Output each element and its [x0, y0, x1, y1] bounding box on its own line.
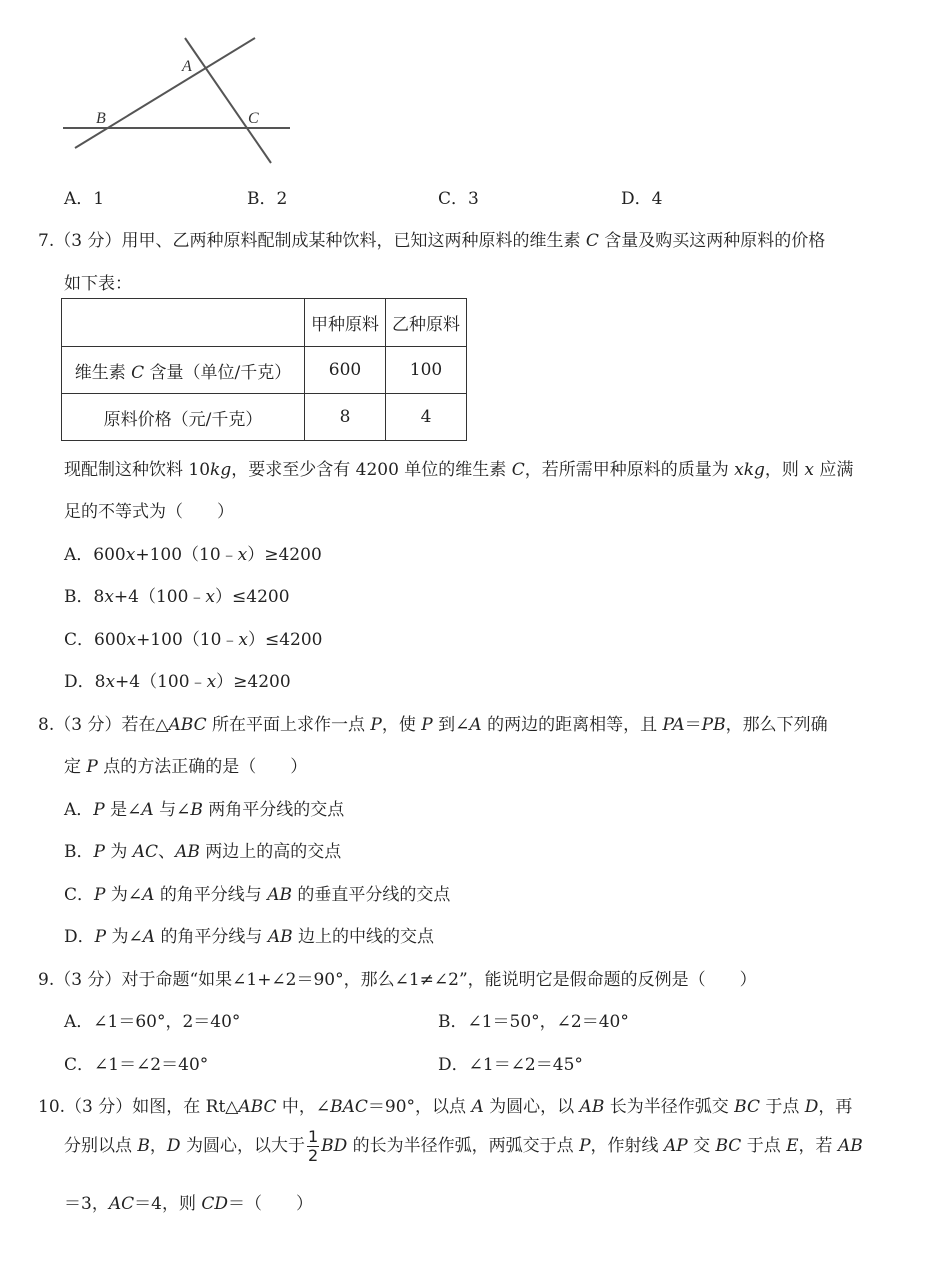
line-ba [75, 38, 255, 148]
q6-option-d[interactable]: D．4 [621, 189, 663, 209]
q7-option-a[interactable]: A．600x+100（10﹣x）≥4200 [64, 545, 322, 565]
label-a: A [182, 58, 192, 75]
q6-option-b[interactable]: B．2 [247, 189, 288, 209]
q8-option-b[interactable]: B．P 为 AC、AB 两边上的高的交点 [64, 842, 342, 862]
label-b: B [96, 110, 106, 127]
q9-option-b[interactable]: B．∠1＝50°，∠2＝40° [438, 1012, 629, 1032]
table-label-vitamin: 维生素 C 含量（单位/千克） [62, 347, 305, 394]
q6-option-c[interactable]: C．3 [438, 189, 479, 209]
line-ac [185, 38, 271, 163]
fraction-one-half: $\frac{1}{2}$ [307, 1127, 319, 1165]
table-cell: 4 [386, 394, 467, 441]
q8-stem-line2: 定 P 点的方法正确的是（ ） [64, 757, 308, 777]
q8-option-d[interactable]: D．P 为∠A 的角平分线与 AB 边上的中线的交点 [64, 927, 435, 947]
triangle-figure [58, 30, 298, 170]
label-c: C [248, 110, 259, 127]
q9-option-c[interactable]: C．∠1＝∠2＝40° [64, 1055, 209, 1075]
q8-option-c[interactable]: C．P 为∠A 的角平分线与 AB 的垂直平分线的交点 [64, 885, 451, 905]
q7-table [61, 298, 467, 441]
table-header-jia: 甲种原料 [305, 299, 386, 347]
q7-body-line2: 足的不等式为（ ） [64, 502, 234, 522]
table-row-price [62, 394, 467, 441]
table-cell: 100 [386, 347, 467, 394]
q7-option-b[interactable]: B．8x+4（100﹣x）≤4200 [64, 587, 290, 607]
q10-stem-line2: 分别以点 B，D 为圆心，以大于 $\frac{1}{2}$ BD 的长为半径作弧，两弧交于点 P，作射线 AP 交 BC 于点 E，若 AB [64, 1127, 863, 1165]
q9-option-d[interactable]: D．∠1＝∠2＝45° [438, 1055, 583, 1075]
table-header-yi: 乙种原料 [386, 299, 467, 347]
q8-stem-line1: 8.（3 分）若在△ABC 所在平面上求作一点 P，使 P 到∠A 的两边的距离相等，且 PA＝PB，那么下列确 [38, 715, 828, 735]
table-cell: 8 [305, 394, 386, 441]
table-header-row [62, 299, 467, 347]
q8-option-a[interactable]: A．P 是∠A 与∠B 两角平分线的交点 [64, 800, 345, 820]
q7-option-c[interactable]: C．600x+100（10﹣x）≤4200 [64, 630, 323, 650]
q7-stem-line2: 如下表： [64, 274, 132, 294]
table-header-empty [62, 299, 305, 347]
table-label-price: 原料价格（元/千克） [62, 394, 305, 441]
q7-body-line1: 现配制这种饮料 10kg，要求至少含有 4200 单位的维生素 C，若所需甲种原料的质量为 xkg，则 x 应满 [64, 460, 854, 480]
q10-stem-line1: 10.（3 分）如图，在 Rt△ABC 中，∠BAC＝90°，以点 A 为圆心，以 AB 长为半径作弧交 BC 于点 D，再 [38, 1097, 853, 1117]
q7-option-d[interactable]: D．8x+4（100﹣x）≥4200 [64, 672, 291, 692]
q7-stem-line1: 7.（3 分）用甲、乙两种原料配制成某种饮料，已知这两种原料的维生素 C 含量及购买这两种原料的价格 [38, 231, 826, 251]
table-cell: 600 [305, 347, 386, 394]
q9-stem: 9.（3 分）对于命题“如果∠1+∠2＝90°，那么∠1≠∠2”，能说明它是假命题的反例是（ ） [38, 970, 757, 990]
table-row-vitamin [62, 347, 467, 394]
q10-stem-line3: ＝3，AC＝4，则 CD＝（ ） [64, 1194, 313, 1214]
q9-option-a[interactable]: A．∠1＝60°，2＝40° [64, 1012, 241, 1032]
q6-option-a[interactable]: A．1 [64, 189, 105, 209]
